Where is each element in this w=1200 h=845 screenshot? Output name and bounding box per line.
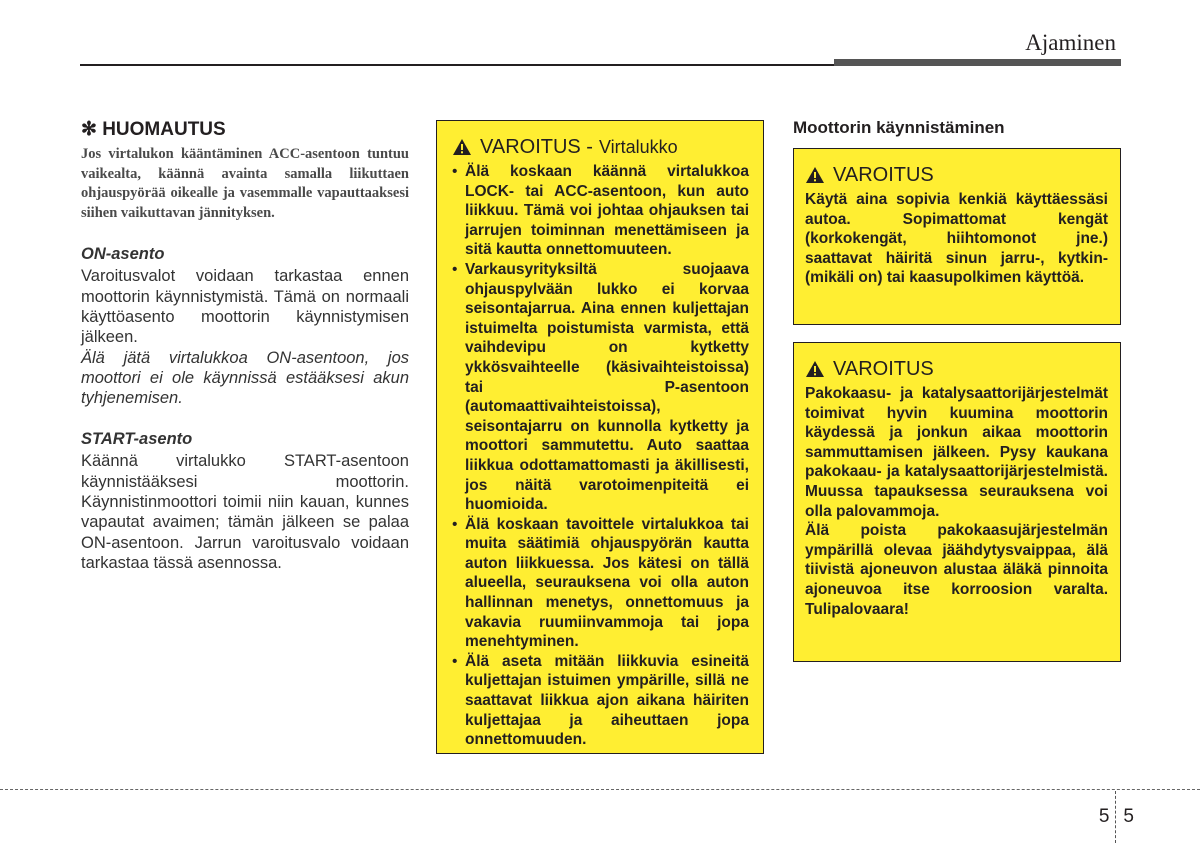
on-position-heading: ON-asento — [81, 245, 165, 264]
on-position-text: Varoitusvalot voidaan tarkastaa ennen moottorin käynnistymistä. Tämä on normaali käyttöasento moottorin käynnistymisen jälkeen. — [81, 267, 409, 347]
exhaust-warning-text-2: Älä poista pakokaasujärjestelmän ympärillä olevaa jäähdytysvaippaa, älä tiivistä ajoneuvon alustaa äläkä pinnoita ajoneuvoa itse korroosion varalta. Tulipalovaara! — [805, 522, 1108, 618]
ignition-warning-heading — [452, 135, 749, 159]
starting-heading: Moottorin käynnistäminen — [793, 118, 1005, 137]
page-number-separator — [1115, 791, 1117, 843]
footer-rule — [0, 789, 1200, 790]
ignition-warning-subtitle: Virtalukko — [598, 137, 678, 157]
shoes-warning-title: VAROITUS — [833, 164, 934, 186]
page-number — [1099, 791, 1134, 843]
ignition-warning-list — [452, 162, 749, 750]
list-item: • Älä koskaan tavoittele virtalukkoa tai muita säätimiä ohjauspyörän kautta auton liikkuessa. Jos kätesi on tällä alueella, seurauksena voi olla auton hallinnan menetys, onnettomuus ja vakavia ruumiinvammoja tai jopa menehtyminen. — [452, 515, 749, 652]
warning-triangle-icon — [805, 360, 825, 378]
exhaust-warning-text: Pakokaasu- ja katalysaattorijärjestelmät toimivat hyvin kuumina moottorin käydessä ja jonkun aikaa moottorin sammuttamisen jälkeen. Pysy kaukana pakokaau- ja katalysaattorijärjestelmistä. Muussa tapauksessa seurauksena voi olla palovammoja. — [805, 385, 1108, 520]
on-position-italic-text: Älä jätä virtalukkoa ON-asentoon, jos moottori ei ole käynnissä estääksesi akun tyhjenemisen. — [81, 348, 409, 408]
section-title: Ajaminen — [1025, 30, 1116, 55]
list-item: • Älä koskaan käännä virtalukkoa LOCK- tai ACC-asentoon, kun auto liikkuu. Tämä voi johtaa ohjauksen tai jarrujen toiminnan menettämiseen ja sitä kautta onnettomuuteen. — [452, 162, 749, 260]
ignition-warning-box — [436, 120, 764, 754]
ignition-warning-title: VAROITUS - — [480, 136, 593, 158]
list-item: • Älä aseta mitään liikkuvia esineitä kuljettajan istuimen ympärille, sillä ne saattavat liikkua ajon aikana häiriten kuljettajaa ja aiheuttaen jopa onnettomuuden. — [452, 652, 749, 750]
start-position-text: Käännä virtalukko START-asentoon käynnistääksesi moottorin. Käynnistinmoottori toimii niin kauan, kunnes vapautat avaimen; tämän jälkeen se palaa ON-asentoon. Jarrun varoitusvalo voidaan tarkastaa tässä asennossa. — [81, 452, 409, 572]
note-heading — [81, 119, 409, 141]
warning-triangle-icon — [805, 166, 825, 184]
start-position-heading: START-asento — [81, 430, 193, 449]
shoes-warning-box — [793, 148, 1121, 325]
warning-triangle-icon — [452, 138, 472, 156]
shoes-warning-text: Käytä aina sopivia kenkiä käyttäessäsi autoa. Sopimattomat kengät (korkokengät, hiihtomonot jne.) saattavat häiritä sinun jarru-, kytkin- (mikäli on) tai kaasupolkimen käyttöä. — [805, 191, 1108, 287]
header-rule-thick — [834, 59, 1121, 66]
header-rule-thin — [80, 64, 836, 66]
left-column — [81, 119, 409, 573]
chapter-number: 5 — [1098, 806, 1110, 827]
exhaust-warning-box — [793, 342, 1121, 662]
asterisk-icon: ✻ — [81, 119, 97, 140]
exhaust-warning-heading — [805, 357, 1108, 381]
note-title: HUOMAUTUS — [102, 119, 226, 140]
page-number-value: 5 — [1123, 806, 1134, 827]
exhaust-warning-title: VAROITUS — [833, 358, 934, 380]
list-item: • Varkausyrityksiltä suojaava ohjauspylvään lukko ei korvaa seisontajarrua. Aina ennen kuljettajan istuimelta poistumista varmista, että vaihdevipu on kytketty ykkösvaihteelle (käsivaihteistoissa) tai P-asentoon (automaattivaihteistoissa), seisontajarru on kunnolla kytketty ja moottori sammutettu. Auto saattaa liikkua odottamattomasti ja äkillisesti, jos näitä varotoimenpiteitä ei huomioida. — [452, 260, 749, 515]
shoes-warning-heading — [805, 163, 1108, 187]
note-body: Jos virtalukon kääntäminen ACC-asentoon tuntuu vaikealta, käännä avainta samalla liikuttaen ohjauspyörää oikealle ja vasemmalle vapauttaaksesi siihen vaikuttavan jännityksen. — [81, 146, 409, 221]
